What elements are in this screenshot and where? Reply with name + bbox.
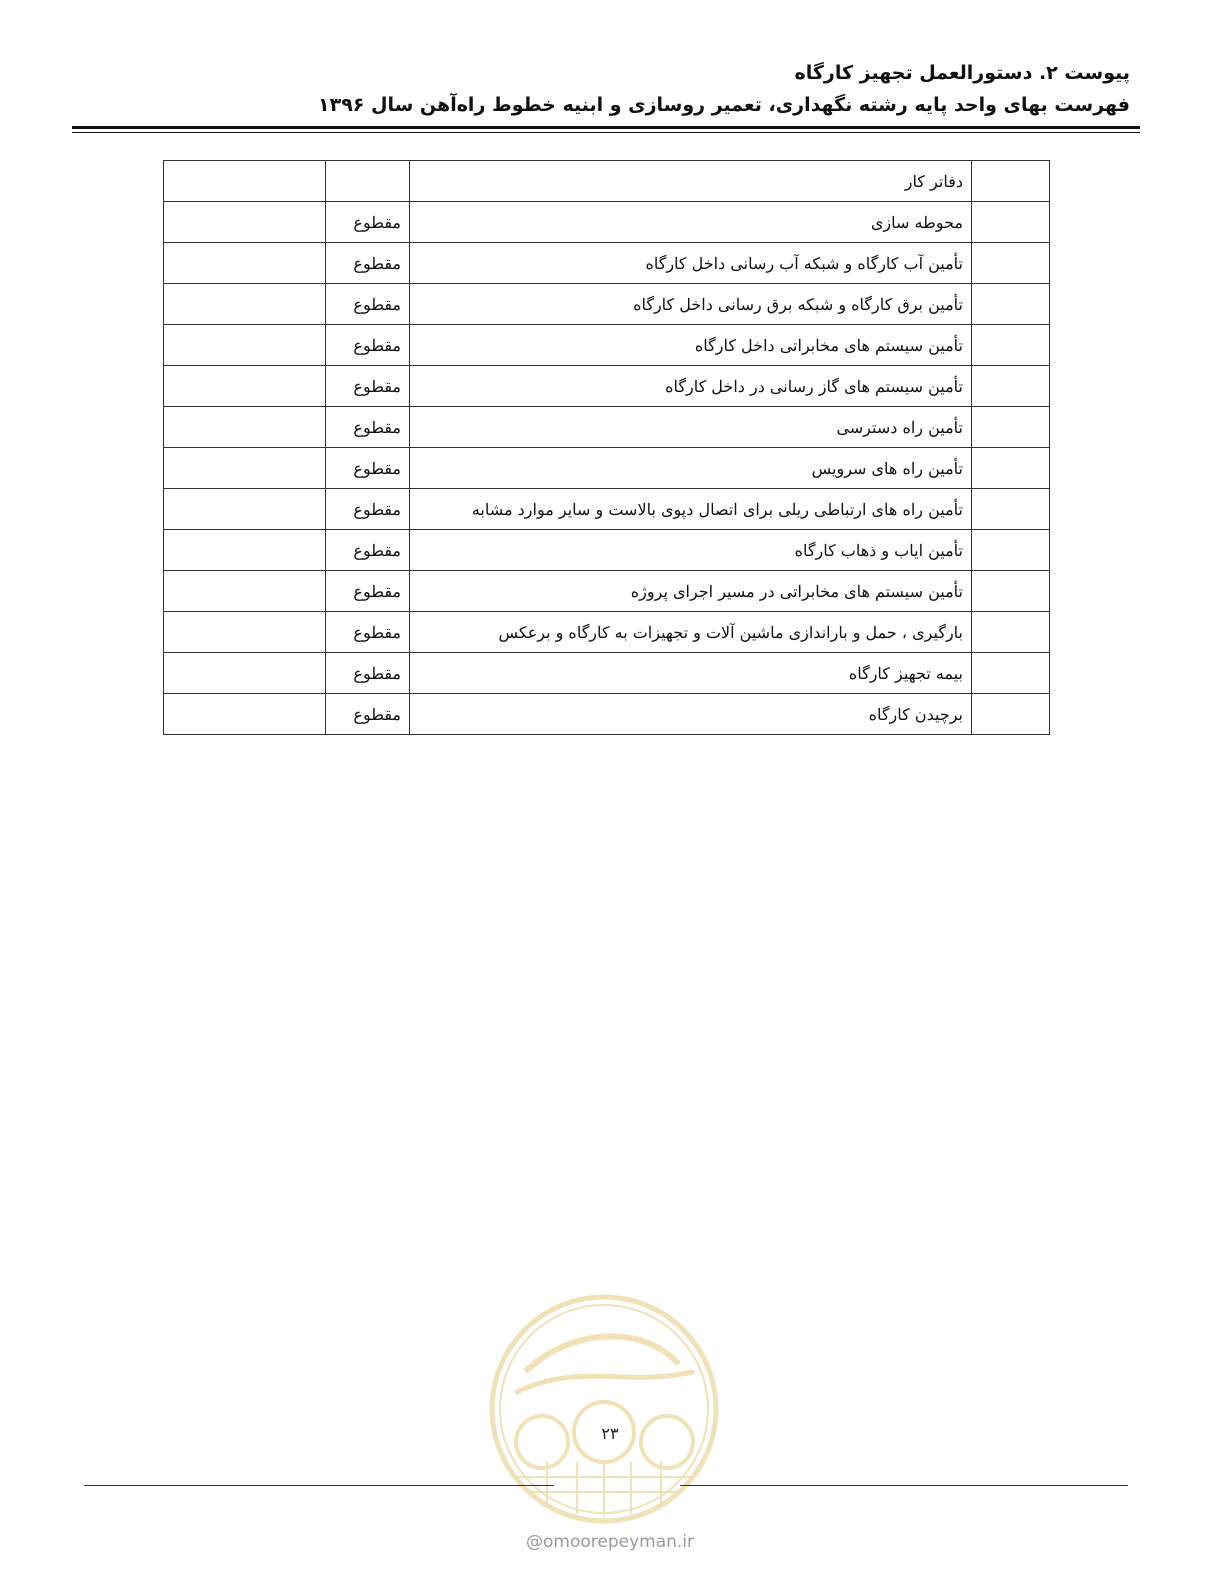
row-number-cell [972,653,1050,694]
price-cell [164,571,326,612]
header-rule-thick [72,126,1140,129]
price-cell [164,243,326,284]
footer-rule-right [680,1485,1128,1486]
row-number-cell [972,407,1050,448]
description-cell: بیمه تجهیز کارگاه [410,653,972,694]
row-number-cell [972,571,1050,612]
unit-cell: مقطوع [326,571,410,612]
description-cell: برچیدن کارگاه [410,694,972,735]
price-cell [164,202,326,243]
description-cell: تأمین برق کارگاه و شبکه برق رسانی داخل کارگاه [410,284,972,325]
unit-cell: مقطوع [326,202,410,243]
price-cell [164,612,326,653]
table-row [164,325,1050,366]
table-row [164,653,1050,694]
description-cell: تأمین راه دسترسی [410,407,972,448]
price-cell [164,325,326,366]
description-cell: تأمین راه های ارتباطی ریلی برای اتصال دپوی بالاست و سایر موارد مشابه [410,489,972,530]
document-subtitle: فهرست بهای واحد پایه رشته نگهداری، تعمیر روسازی و ابنیه خطوط راه‌آهن سال ۱۳۹۶ [318,94,1130,116]
table-row [164,489,1050,530]
unit-cell: مقطوع [326,530,410,571]
header-rule-thin [72,132,1140,133]
unit-cell: مقطوع [326,653,410,694]
unit-cell: مقطوع [326,243,410,284]
footer-rule-left [84,1485,554,1486]
table-row [164,448,1050,489]
row-number-cell [972,612,1050,653]
watermark-seal [487,1292,721,1526]
row-number-cell [972,202,1050,243]
unit-cell: مقطوع [326,612,410,653]
table-row [164,694,1050,735]
row-number-cell [972,243,1050,284]
price-cell [164,489,326,530]
table-row [164,530,1050,571]
seal-emblem-icon [487,1292,721,1526]
unit-cell: مقطوع [326,366,410,407]
description-cell: تأمین ایاب و ذهاب کارگاه [410,530,972,571]
table-row [164,407,1050,448]
unit-cell: مقطوع [326,325,410,366]
document-header [72,58,1140,122]
description-cell: تأمین راه های سرویس [410,448,972,489]
page-number: ۲۳ [601,1424,619,1443]
price-cell [164,161,326,202]
row-number-cell [972,694,1050,735]
description-cell: تأمین سیستم های مخابراتی در مسیر اجرای پروژه [410,571,972,612]
description-cell: تأمین آب کارگاه و شبکه آب رسانی داخل کارگاه [410,243,972,284]
row-number-cell [972,489,1050,530]
row-number-cell [972,284,1050,325]
table-row [164,571,1050,612]
table-row [164,284,1050,325]
description-cell: تأمین سیستم های گاز رسانی در داخل کارگاه [410,366,972,407]
table-row [164,612,1050,653]
price-cell [164,366,326,407]
price-cell [164,407,326,448]
unit-cell: مقطوع [326,694,410,735]
row-number-cell [972,530,1050,571]
table-row [164,366,1050,407]
unit-cell: مقطوع [326,284,410,325]
row-number-cell [972,325,1050,366]
price-cell [164,694,326,735]
unit-cell: مقطوع [326,407,410,448]
row-number-cell [972,448,1050,489]
site-equipment-table [163,160,1050,735]
description-cell: دفاتر کار [410,161,972,202]
description-cell: محوطه سازی [410,202,972,243]
appendix-title: پیوست ۲. دستورالعمل تجهیز کارگاه [794,62,1130,84]
price-cell [164,530,326,571]
table-row [164,202,1050,243]
row-number-cell [972,366,1050,407]
watermark-url: @omoorepeyman.ir [525,1532,695,1552]
price-cell [164,284,326,325]
unit-cell [326,161,410,202]
unit-cell: مقطوع [326,448,410,489]
price-cell [164,653,326,694]
table-row [164,161,1050,202]
row-number-cell [972,161,1050,202]
description-cell: بارگیری ، حمل و باراندازی ماشین آلات و تجهیزات به کارگاه و برعکس [410,612,972,653]
unit-cell: مقطوع [326,489,410,530]
description-cell: تأمین سیستم های مخابراتی داخل کارگاه [410,325,972,366]
price-cell [164,448,326,489]
table-row [164,243,1050,284]
